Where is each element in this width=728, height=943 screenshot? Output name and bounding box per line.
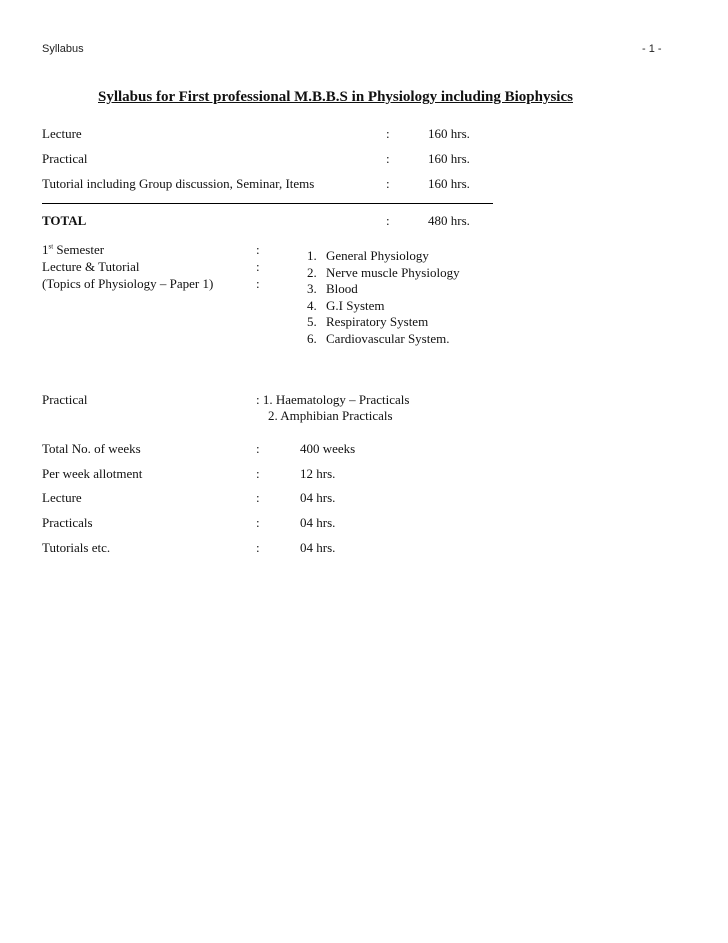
sched-practicals-colon: :	[256, 515, 260, 530]
list-item: 5. Respiratory System	[320, 314, 460, 331]
sched-practicals-value: 04 hrs.	[300, 515, 336, 530]
sched-tutorials-colon: :	[256, 540, 260, 555]
tutorial-label: Tutorial including Group discussion, Seminar, Items	[42, 176, 315, 191]
list-item: 1. General Physiology	[320, 248, 460, 265]
lecture-colon: :	[386, 126, 390, 141]
sched-lecture-value: 04 hrs.	[300, 490, 336, 505]
practical-section-label: Practical	[42, 392, 88, 407]
semester-colon-1: :	[256, 242, 260, 257]
semester-label: 1st Semester	[42, 242, 105, 257]
practical-item-2: 2. Amphibian Practicals	[268, 408, 393, 423]
page-title: Syllabus for First professional M.B.B.S in Physiology including Biophysics	[98, 89, 573, 105]
semester-colon-3: :	[256, 276, 260, 291]
sched-lecture-label: Lecture	[42, 490, 82, 505]
topics-list	[292, 248, 460, 347]
weeks-value: 400 weeks	[300, 441, 356, 456]
lecture-tutorial-label: Lecture & Tutorial	[42, 259, 140, 274]
tutorial-hours: 160 hrs.	[428, 176, 470, 191]
total-colon: :	[386, 213, 390, 228]
weeks-label: Total No. of weeks	[42, 441, 141, 456]
weeks-colon: :	[256, 441, 260, 456]
practical-item-1: : 1. Haematology – Practicals	[256, 392, 410, 407]
list-item: 4. G.I System	[320, 298, 460, 315]
per-week-label: Per week allotment	[42, 466, 143, 481]
list-item: 6. Cardiovascular System.	[320, 331, 460, 348]
page-number: - 1 -	[642, 43, 662, 55]
lecture-label: Lecture	[42, 126, 82, 141]
tutorial-colon: :	[386, 176, 390, 191]
total-hours: 480 hrs.	[428, 213, 470, 228]
practical-colon: :	[386, 151, 390, 166]
practical-label: Practical	[42, 151, 88, 166]
topics-paper-label: (Topics of Physiology – Paper 1)	[42, 276, 214, 291]
lecture-hours: 160 hrs.	[428, 126, 470, 141]
semester-colon-2: :	[256, 259, 260, 274]
list-item: 3. Blood	[320, 281, 460, 298]
per-week-value: 12 hrs.	[300, 466, 336, 481]
total-label: TOTAL	[42, 213, 87, 228]
sched-lecture-colon: :	[256, 490, 260, 505]
sched-practicals-label: Practicals	[42, 515, 93, 530]
practical-hours: 160 hrs.	[428, 151, 470, 166]
per-week-colon: :	[256, 466, 260, 481]
header-left: Syllabus	[42, 43, 84, 55]
divider-line	[42, 203, 493, 204]
sched-tutorials-value: 04 hrs.	[300, 540, 336, 555]
list-item: 2. Nerve muscle Physiology	[320, 265, 460, 282]
sched-tutorials-label: Tutorials etc.	[42, 540, 111, 555]
